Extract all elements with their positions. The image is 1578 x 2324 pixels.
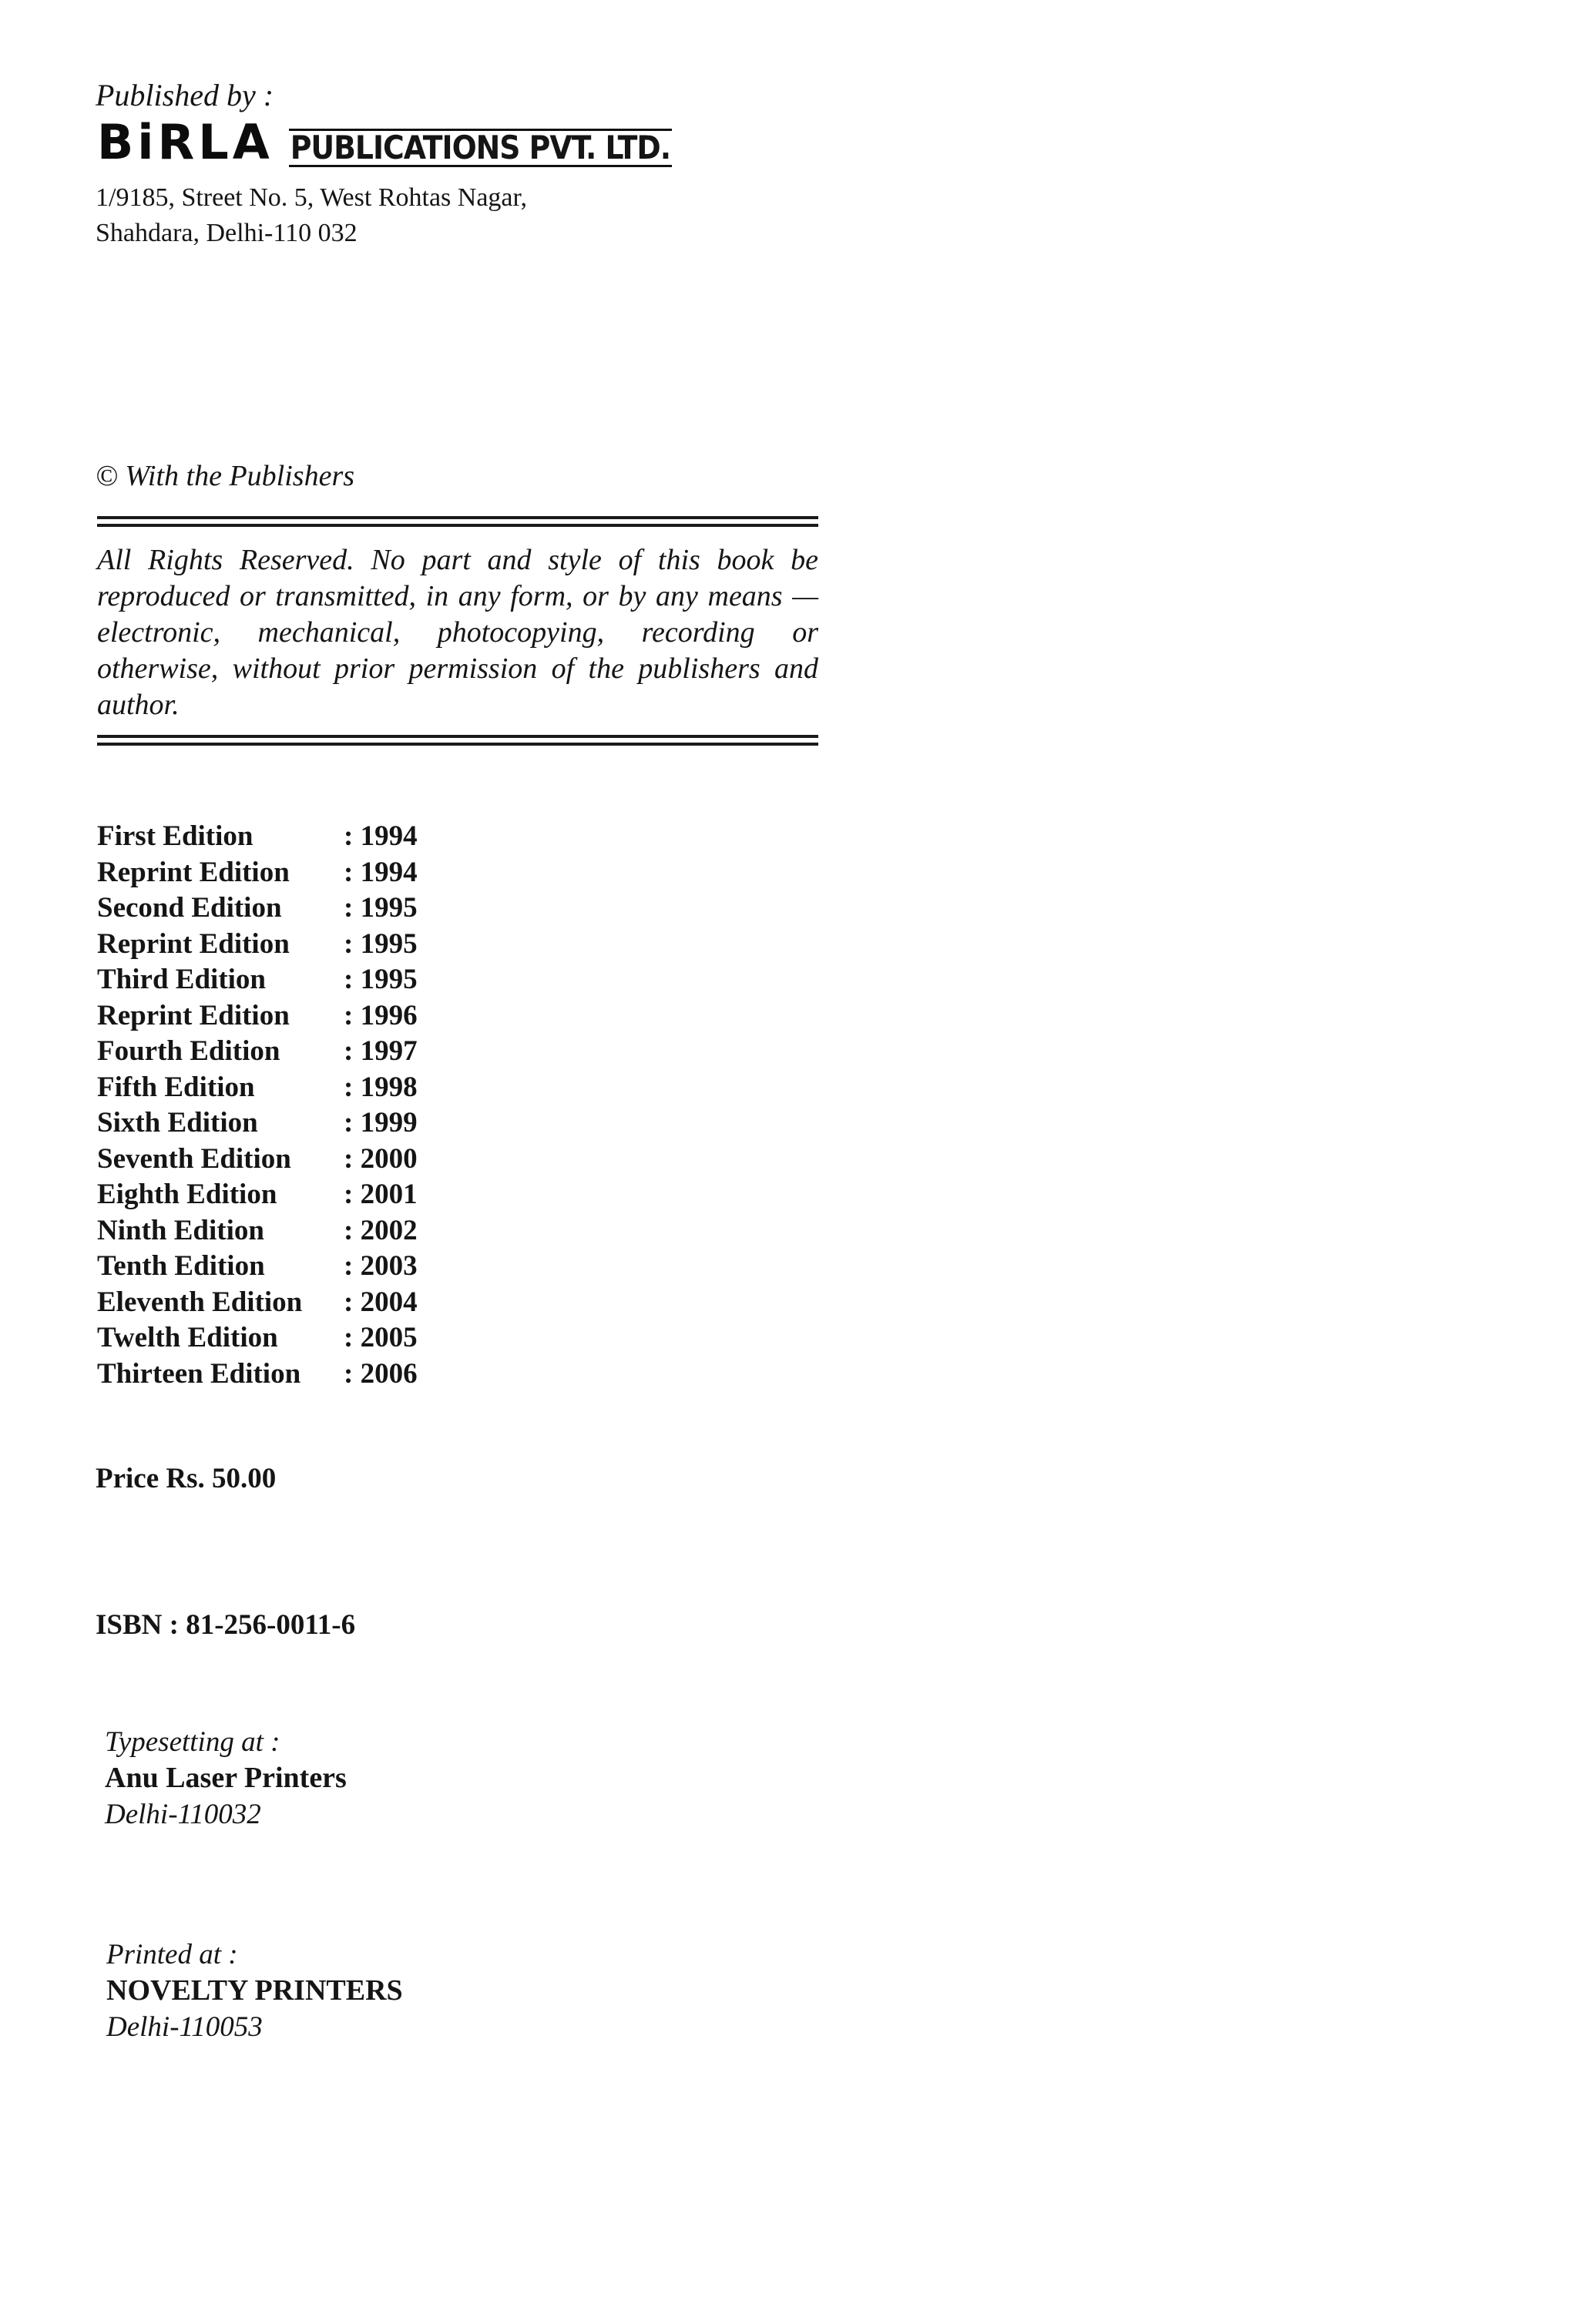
edition-row — [97, 856, 418, 892]
edition-row — [97, 1142, 418, 1179]
edition-year: : 1995 — [344, 964, 418, 995]
edition-name: Second Edition — [97, 892, 282, 924]
edition-year: : 1995 — [344, 892, 418, 924]
typesetting-credit — [105, 1724, 347, 1833]
edition-name: Ninth Edition — [97, 1214, 264, 1246]
edition-year: : 1997 — [344, 1035, 418, 1067]
edition-name: Sixth Edition — [97, 1107, 258, 1139]
edition-name: Third Edition — [97, 964, 267, 995]
edition-row — [97, 1035, 418, 1071]
printer-place: Delhi-110053 — [106, 2011, 263, 2043]
published-by-label: Published by : — [96, 78, 274, 112]
price: Price Rs. 50.00 — [96, 1463, 277, 1494]
edition-row — [97, 1178, 418, 1214]
printed-label: Printed at : — [106, 1939, 238, 1970]
edition-name: Fourth Edition — [97, 1035, 280, 1067]
edition-row — [97, 1321, 418, 1357]
edition-row — [97, 820, 418, 856]
edition-row — [97, 1357, 418, 1393]
edition-year: : 1999 — [344, 1107, 418, 1139]
isbn: ISBN : 81-256-0011-6 — [96, 1609, 356, 1641]
publisher-company-name: PUBLICATIONS PVT. LTD. — [290, 129, 671, 166]
edition-year: : 2006 — [344, 1357, 418, 1390]
publisher-logo — [97, 114, 672, 170]
edition-name: First Edition — [97, 820, 253, 852]
edition-year: : 1996 — [344, 999, 418, 1031]
edition-row — [97, 1106, 418, 1142]
edition-name: Reprint Edition — [97, 927, 290, 960]
edition-row — [97, 891, 418, 927]
typesetting-label: Typesetting at : — [105, 1726, 280, 1758]
typesetting-place: Delhi-110032 — [105, 1799, 261, 1830]
edition-name: Reprint Edition — [97, 856, 290, 888]
copyright-notice: © With the Publishers — [96, 460, 355, 492]
edition-year: : 1995 — [344, 927, 418, 960]
edition-row — [97, 1071, 418, 1107]
edition-year: : 2004 — [344, 1286, 418, 1318]
edition-year: : 2003 — [344, 1250, 418, 1282]
edition-row — [97, 963, 418, 999]
typesetting-name: Anu Laser Printers — [105, 1762, 347, 1794]
edition-year: : 2001 — [344, 1179, 418, 1210]
edition-name: Seventh Edition — [97, 1142, 291, 1175]
edition-name: Tenth Edition — [97, 1250, 265, 1282]
rights-reserved-notice: All Rights Reserved. No part and style of this book be reproduced or transmitted, in any form, or by any means — electronic, mechanical, photocopying, recording or otherwise, without prior permission of the publishers and author. — [97, 544, 818, 721]
edition-row — [97, 1286, 418, 1322]
edition-year: : 1994 — [344, 856, 418, 888]
edition-row — [97, 999, 418, 1035]
printer-name: NOVELTY PRINTERS — [106, 1974, 403, 2007]
edition-row — [97, 1214, 418, 1250]
edition-name: Fifth Edition — [97, 1071, 255, 1103]
rights-bottom-rule — [97, 735, 818, 746]
edition-year: : 2002 — [344, 1214, 418, 1246]
edition-year: : 1994 — [344, 820, 418, 852]
edition-name: Eleventh Edition — [97, 1286, 303, 1318]
publisher-logo-mark: BiRLA — [97, 114, 274, 170]
edition-row — [97, 1249, 418, 1286]
edition-history — [97, 820, 418, 1393]
edition-name: Twelth Edition — [97, 1322, 278, 1353]
edition-year: : 2005 — [344, 1322, 418, 1353]
edition-year: : 2000 — [344, 1142, 418, 1175]
edition-name: Eighth Edition — [97, 1179, 277, 1210]
printer-credit — [106, 1937, 403, 2045]
publisher-address-line-1: 1/9185, Street No. 5, West Rohtas Nagar, — [96, 183, 527, 212]
rights-top-rule — [97, 516, 818, 527]
edition-name: Thirteen Edition — [97, 1357, 301, 1390]
edition-year: : 1998 — [344, 1071, 418, 1103]
edition-row — [97, 927, 418, 964]
edition-name: Reprint Edition — [97, 999, 290, 1031]
publisher-address-line-2: Shahdara, Delhi-110 032 — [96, 219, 358, 247]
